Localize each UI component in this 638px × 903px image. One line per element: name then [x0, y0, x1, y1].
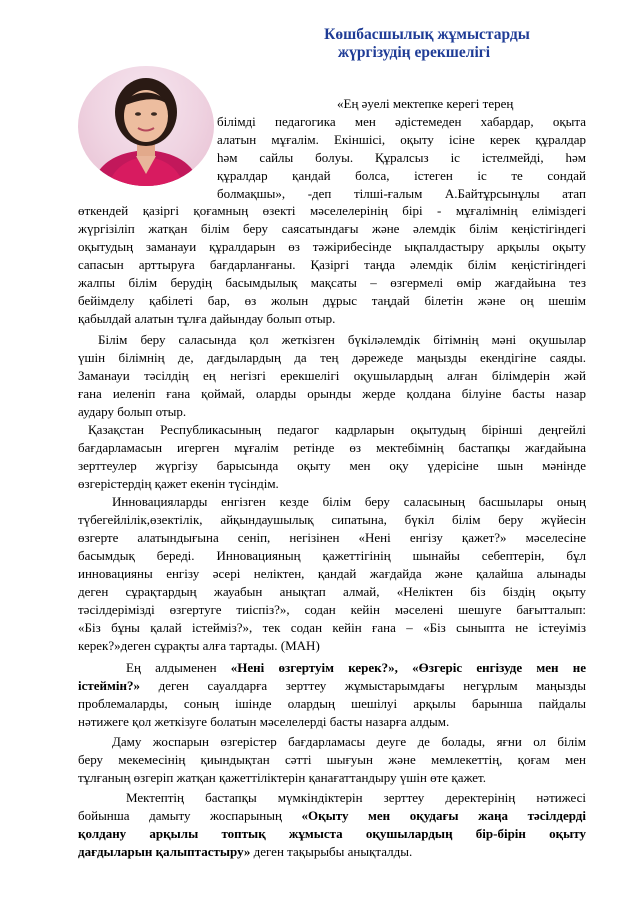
bold-question: істеймін?»	[78, 678, 140, 693]
portrait-image	[78, 66, 214, 186]
text-run: бойынша дамыту жоспарының	[78, 808, 302, 823]
text-line: Инновацияларды енгізген кезде білім беру саласының басшылары оның	[112, 494, 586, 509]
text-line: тәсілдерімізді өзгертуге тиіспіз?», содан кейін мәселені шешуге бағытталып:	[78, 602, 586, 617]
text-line: «Ең әуелі мектепке керегі терең	[337, 96, 514, 111]
text-line	[78, 677, 586, 694]
text-line: һәм сайлы болуы. Құралсыз іс істелмейді, һәм	[217, 150, 586, 165]
text-line: оқытудың заманауи құралдарын өз тәжірибесінде ықпалдастыру арқылы оқыту	[78, 239, 586, 254]
text-run: деген тақырыбы анықталды.	[250, 844, 413, 859]
text-line: Мектептің бастапқы мүмкіндіктерін зерттеу деректерінің нәтижесі	[126, 790, 586, 805]
text-line: Даму жоспарын өзгерістер бағдарламасы деуге де болады, яғни ол білім	[112, 734, 586, 749]
text-line: Қазақстан Республикасының педагог кадрларын оқытудың бірінші деңгейлі	[88, 422, 586, 437]
text-line: Заманауи тәсілдің ең негізгі ерекшелігі оқушылардың алған білімдерін жәй	[78, 368, 586, 383]
text-line: тұлғаның өзгеріп жатқан қажеттіліктерін қанағаттандыру үшін өте қажет.	[78, 770, 487, 785]
text-line	[78, 843, 586, 860]
text-line: басымдық береді. Инновацияның қажеттігінің шынайы себептерін, бұл	[78, 548, 586, 563]
bold-question: «Нені өзгертуім керек?», «Өзгеріс енгізуде мен не	[230, 660, 586, 675]
text-run: деген сауалдарға зерттеу жұмыстарымдағы негұрлым маңызды	[140, 678, 586, 693]
text-line: ғана иеленіп ғана қоймай, оларды орынды жерде қолдана білуіне басты назар	[78, 386, 586, 401]
text-line: бейімделу қабілеті бар, өз жолын дұрыс таңдай білетін және оң шешім	[78, 293, 586, 308]
text-line: деген сұрақтардың жауабын анықтап алмай, «Неліктен біз біздің оқыту	[78, 584, 586, 599]
text-line: болмақшы», -деп тілші-ғалым А.Байтұрсынұлы атап	[217, 186, 586, 201]
text-run: Ең алдыменен	[126, 660, 231, 675]
text-line: нәтижеге қол жеткізуге болатын мәселелерді басты назарға алдым.	[78, 714, 450, 729]
bold-topic: «Оқыту мен оқудағы жаңа тәсілдерді	[301, 808, 586, 823]
text-line: «Біз бұны қалай істейміз?», тек содан кейін ғана – «Біз сыныпта не істеуіміз	[78, 620, 586, 635]
text-line: аудару болып отыр.	[78, 404, 187, 419]
text-line: түбегейлілік,өзектілік, айқындаушылық сипатына, бүкіл білім беру жүйесін	[78, 512, 586, 527]
text-line: өзгерістердің қажет екенін түсіндім.	[78, 476, 279, 491]
text-line: жүргізіліп жатқан білім беру саясатындағы және әлемдік білім кеңістігіндегі	[78, 221, 586, 236]
text-line: өткендей қазіргі қоғамның өзекті мәселелерінің бірі - мұғалімнің еліміздегі	[78, 203, 586, 218]
text-line: зерттеулер жүргізу барысында оқыту мен оқу үдерісіне шын мәнінде	[78, 458, 586, 473]
text-line: қолдану арқылы топтық жұмыста оқушылардың бір-бірін оқыту	[78, 826, 586, 841]
text-line: проблемаларды, соның ішінде олардың шешілуі арқылы барынша пайдалы	[78, 696, 586, 711]
article-title-line-1: Көшбасшылық жұмыстарды	[324, 26, 530, 43]
text-line: өзгерте алатындығына сеніп, негізінен «Нені енгізу қажет?» мәселесіне	[78, 530, 586, 545]
text-line: сапасын арттыруға бағдарланғаны. Қазіргі таңда әлемдік білім кеңістігіндегі	[78, 257, 586, 272]
bold-topic: дағдыларын қалыптастыру»	[78, 844, 251, 859]
text-line: Білім беру саласында қол жеткізген бүкіләлемдік бітімнің мәні оқушылар	[98, 332, 586, 347]
text-line: беру мекемесінің қиындықтан сәтті шығуын және мемлекеттің, қоғам мен	[78, 752, 586, 767]
author-photo	[78, 66, 214, 186]
text-line: алатын мұғалім. Екіншісі, оқыту ісіне керек құралдар	[217, 132, 586, 147]
text-line: үшін білімнің де, дағдылардың да тең дәрежеде маңызды екендігіне саяды.	[78, 350, 586, 365]
text-line: білімді педагогика мен әдістемеден хабардар, оқыта	[217, 114, 586, 129]
text-line: инновацияны енгізу әсері неліктен, қандай жағдайда және қалайша алынады	[78, 566, 586, 581]
text-line	[126, 659, 586, 676]
text-line: жалпы білім берудің басымдылық мақсаты – өзгермелі өмір жағдайына тез	[78, 275, 586, 290]
text-line: құралдар қандай болса, істеген іс те сондай	[217, 168, 586, 183]
text-line	[78, 807, 586, 824]
text-line: бағдарламасын игерген мұғалім ретінде өз мектебімнің бастапқы жағдайына	[78, 440, 586, 455]
text-line: керек?»деген сұрақты алға тартады. (МАН)	[78, 638, 320, 653]
text-line: қабылдай алатын тұлға дайындау болып отыр.	[78, 311, 336, 326]
article-title-line-2: жүргізудің ерекшелігі	[337, 44, 491, 61]
